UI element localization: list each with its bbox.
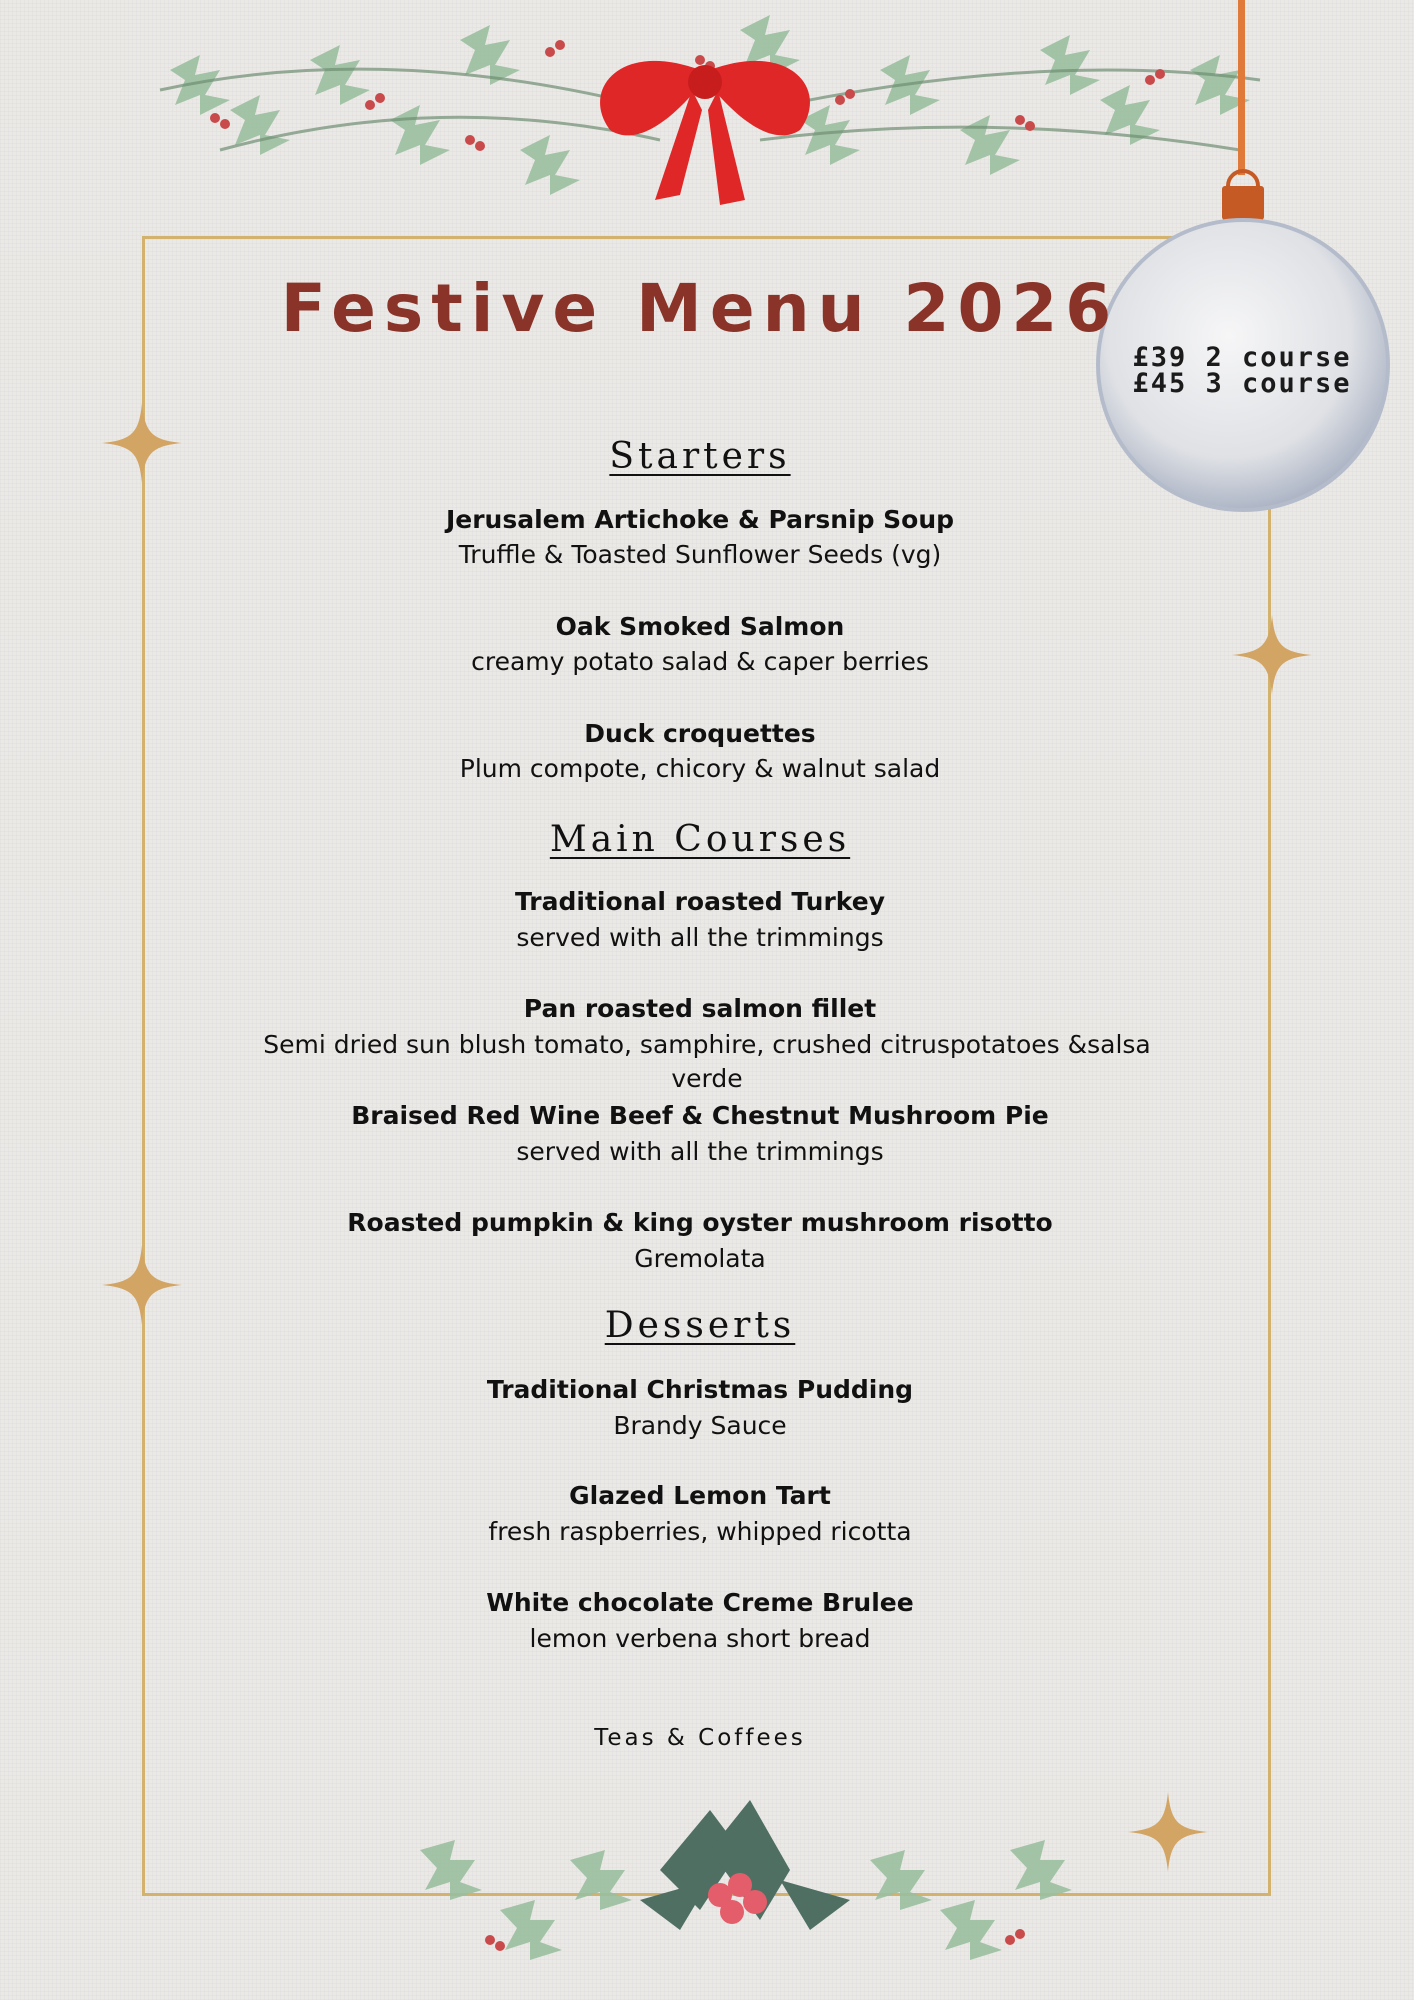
dish-description: served with all the trimmings	[516, 1137, 884, 1166]
dish-name: Duck croquettes	[584, 719, 816, 748]
price-three-course: £45 3 course	[1132, 368, 1352, 399]
dish-description: Truffle & Toasted Sunflower Seeds (vg)	[458, 540, 942, 569]
sparkle-icon	[1128, 1792, 1208, 1872]
dish-description: Brandy Sauce	[613, 1411, 787, 1440]
dish-name: Roasted pumpkin & king oyster mushroom risotto	[347, 1208, 1053, 1237]
dish-description: Gremolata	[634, 1244, 766, 1273]
holly-garland-bottom	[410, 1790, 1100, 2000]
price-two-course: £39 2 course	[1132, 342, 1352, 373]
dish-description: Semi dried sun blush tomato, samphire, crushed citruspotatoes &salsa verde	[263, 1030, 1151, 1093]
dish-name: Jerusalem Artichoke & Parsnip Soup	[445, 505, 955, 534]
section-heading-main-courses: Main Courses	[549, 819, 851, 860]
ornament-ribbon	[1238, 0, 1245, 175]
dish-name: Oak Smoked Salmon	[555, 612, 845, 641]
section-heading-desserts: Desserts	[604, 1305, 796, 1346]
dish-name: Traditional roasted Turkey	[514, 887, 885, 916]
dish-description: creamy potato salad & caper berries	[471, 647, 929, 676]
dish-name: Traditional Christmas Pudding	[486, 1375, 914, 1404]
sparkle-icon	[1232, 615, 1312, 695]
footer-teas-coffees: Teas & Coffees	[594, 1725, 806, 1751]
menu-title: Festive Menu 2026	[280, 270, 1120, 347]
dish-description: fresh raspberries, whipped ricotta	[488, 1517, 912, 1546]
dish-name: White chocolate Creme Brulee	[486, 1588, 914, 1617]
sparkle-icon	[102, 403, 182, 483]
dish-description: lemon verbena short bread	[529, 1624, 871, 1653]
dish-description: Plum compote, chicory & walnut salad	[459, 754, 941, 783]
dish-name: Braised Red Wine Beef & Chestnut Mushroom Pie	[351, 1101, 1049, 1130]
dish-name: Glazed Lemon Tart	[569, 1481, 831, 1510]
dish-name: Pan roasted salmon fillet	[523, 994, 877, 1023]
sparkle-icon	[102, 1245, 182, 1325]
section-heading-starters: Starters	[609, 436, 791, 477]
dish-description: served with all the trimmings	[516, 923, 884, 952]
